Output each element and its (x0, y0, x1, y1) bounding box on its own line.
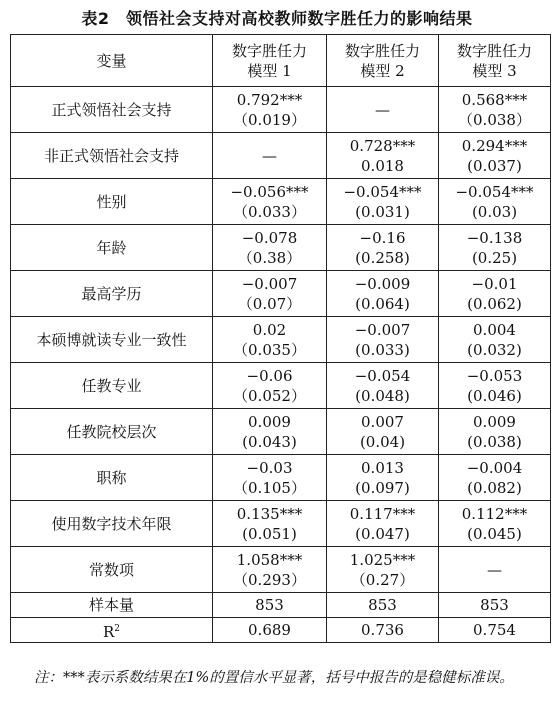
coefficient: 0.009 (248, 412, 291, 431)
header-row (11, 35, 551, 87)
coefficient: −0.009 (354, 274, 411, 293)
coef-cell-model-2 (327, 363, 439, 409)
coefficient: −0.078 (241, 228, 298, 247)
table-row (11, 409, 551, 455)
coef-cell-model-2 (327, 409, 439, 455)
table-row (11, 225, 551, 271)
r-squared-model-1: 0.689 (213, 618, 327, 643)
r-squared-row (11, 618, 551, 643)
table-row (11, 363, 551, 409)
coef-cell-model-1 (213, 87, 327, 133)
standard-error: (0.032) (467, 340, 522, 359)
coefficient: −0.056*** (230, 182, 309, 201)
standard-error: （0.07） (237, 294, 302, 313)
standard-error: （0.019） (233, 110, 306, 129)
coef-cell-model-1 (213, 409, 327, 455)
header-model-2-name: 模型 2 (360, 61, 405, 80)
coef-cell-model-2 (327, 179, 439, 225)
coefficient: 0.013 (361, 458, 404, 477)
standard-error: (0.043) (242, 432, 297, 451)
sample-size-label: 样本量 (11, 593, 213, 618)
coef-cell-model-3 (439, 501, 551, 547)
header-model-1-dv: 数字胜任力 (231, 41, 307, 60)
table-row (11, 271, 551, 317)
standard-error: （0.38） (237, 248, 302, 267)
coefficient: 0.792*** (236, 90, 303, 109)
coef-cell-model-3 (439, 409, 551, 455)
standard-error: (0.031) (355, 202, 410, 221)
variable-label: 年龄 (11, 225, 213, 271)
header-variable: 变量 (11, 35, 213, 87)
coefficient: 0.294*** (461, 136, 528, 155)
coefficient: 0.568*** (461, 90, 528, 109)
table-row (11, 87, 551, 133)
header-model-3 (439, 35, 551, 87)
standard-error: （0.038） (458, 110, 531, 129)
coefficient: — (262, 146, 277, 165)
coefficient: 1.025*** (349, 550, 416, 569)
coef-cell-model-2 (327, 547, 439, 593)
standard-error: (0.047) (355, 524, 410, 543)
header-model-3-name: 模型 3 (472, 61, 517, 80)
variable-label: 最高学历 (11, 271, 213, 317)
coef-cell-model-1 (213, 179, 327, 225)
r-squared-exponent: 2 (114, 623, 121, 634)
standard-error: (0.038) (467, 432, 522, 451)
coef-cell-model-3 (439, 363, 551, 409)
coef-cell-model-3 (439, 271, 551, 317)
coef-cell-model-3 (439, 455, 551, 501)
coefficient: −0.138 (466, 228, 523, 247)
standard-error: (0.064) (355, 294, 410, 313)
table-row (11, 455, 551, 501)
standard-error: (0.051) (242, 524, 297, 543)
coef-cell-model-2 (327, 225, 439, 271)
sample-size-row (11, 593, 551, 618)
coefficient: 0.02 (252, 320, 287, 339)
r-squared-symbol: R (102, 622, 115, 641)
coefficient: −0.004 (466, 458, 523, 477)
coefficient: 0.112*** (461, 504, 528, 523)
coef-cell-model-1 (213, 547, 327, 593)
header-model-2-dv: 数字胜任力 (344, 41, 420, 60)
header-model-1 (213, 35, 327, 87)
r-squared-label (11, 618, 213, 643)
standard-error: （0.105） (233, 478, 306, 497)
coefficient: −0.054 (354, 366, 411, 385)
coefficient: −0.054*** (343, 182, 422, 201)
coef-cell-model-2 (327, 455, 439, 501)
standard-error: (0.25) (471, 248, 518, 267)
coefficient: 1.058*** (236, 550, 303, 569)
coefficient: 0.004 (473, 320, 516, 339)
header-model-2 (327, 35, 439, 87)
coefficient: — (375, 100, 390, 119)
table-row (11, 133, 551, 179)
variable-label: 任教院校层次 (11, 409, 213, 455)
standard-error: （0.035） (233, 340, 306, 359)
sample-size-model-2: 853 (327, 593, 439, 618)
table-row (11, 501, 551, 547)
coefficient: 0.007 (361, 412, 404, 431)
header-model-3-dv: 数字胜任力 (456, 41, 532, 60)
coef-cell-model-3 (439, 87, 551, 133)
coef-cell-model-3 (439, 225, 551, 271)
standard-error: (0.045) (467, 524, 522, 543)
standard-error: (0.258) (355, 248, 410, 267)
coefficient: −0.054*** (455, 182, 534, 201)
results-table (10, 34, 551, 643)
coef-cell-model-2 (327, 317, 439, 363)
variable-label: 常数项 (11, 547, 213, 593)
standard-error: (0.037) (467, 156, 522, 175)
coef-cell-model-1 (213, 133, 327, 179)
standard-error: (0.097) (355, 478, 410, 497)
standard-error: (0.033) (355, 340, 410, 359)
variable-label: 使用数字技术年限 (11, 501, 213, 547)
coefficient: 0.117*** (349, 504, 416, 523)
coefficient: 0.135*** (236, 504, 303, 523)
coef-cell-model-3 (439, 547, 551, 593)
coef-cell-model-2 (327, 271, 439, 317)
coef-cell-model-1 (213, 455, 327, 501)
coef-cell-model-2 (327, 87, 439, 133)
standard-error: (0.03) (471, 202, 518, 221)
coefficient: 0.728*** (349, 136, 416, 155)
variable-label: 正式领悟社会支持 (11, 87, 213, 133)
variable-label: 职称 (11, 455, 213, 501)
variable-label: 性别 (11, 179, 213, 225)
standard-error: (0.062) (467, 294, 522, 313)
coefficient: −0.03 (246, 458, 293, 477)
coef-cell-model-3 (439, 179, 551, 225)
standard-error: （0.293） (233, 570, 306, 589)
coef-cell-model-3 (439, 133, 551, 179)
sample-size-model-3: 853 (439, 593, 551, 618)
standard-error: (0.048) (355, 386, 410, 405)
coefficient: −0.053 (466, 366, 523, 385)
coef-cell-model-1 (213, 225, 327, 271)
variable-label: 任教专业 (11, 363, 213, 409)
coef-cell-model-2 (327, 133, 439, 179)
coefficient: 0.009 (473, 412, 516, 431)
coef-cell-model-1 (213, 501, 327, 547)
standard-error: （0.052） (233, 386, 306, 405)
variable-label: 本硕博就读专业一致性 (11, 317, 213, 363)
table-row (11, 179, 551, 225)
standard-error: （0.27） (350, 570, 415, 589)
standard-error: (0.046) (467, 386, 522, 405)
r-squared-model-2: 0.736 (327, 618, 439, 643)
standard-error: （0.033） (233, 202, 306, 221)
coef-cell-model-1 (213, 271, 327, 317)
table-row (11, 317, 551, 363)
coefficient: −0.007 (241, 274, 298, 293)
coef-cell-model-1 (213, 317, 327, 363)
standard-error: (0.04) (359, 432, 406, 451)
table-title: 表2 领悟社会支持对高校教师数字胜任力的影响结果 (81, 9, 473, 28)
coef-cell-model-2 (327, 501, 439, 547)
coefficient: −0.007 (354, 320, 411, 339)
coefficient: −0.06 (246, 366, 293, 385)
header-model-1-name: 模型 1 (247, 61, 292, 80)
standard-error: (0.082) (467, 478, 522, 497)
table-note: 注：***表示系数结果在1%的置信水平显著，括号中报告的是稳健标准误。 (34, 670, 514, 686)
standard-error: 0.018 (361, 156, 404, 175)
variable-label: 非正式领悟社会支持 (11, 133, 213, 179)
coef-cell-model-3 (439, 317, 551, 363)
coefficient: −0.16 (359, 228, 406, 247)
coefficient: −0.01 (471, 274, 518, 293)
table-row (11, 547, 551, 593)
sample-size-model-1: 853 (213, 593, 327, 618)
r-squared-model-3: 0.754 (439, 618, 551, 643)
coef-cell-model-1 (213, 363, 327, 409)
coefficient: — (487, 560, 502, 579)
